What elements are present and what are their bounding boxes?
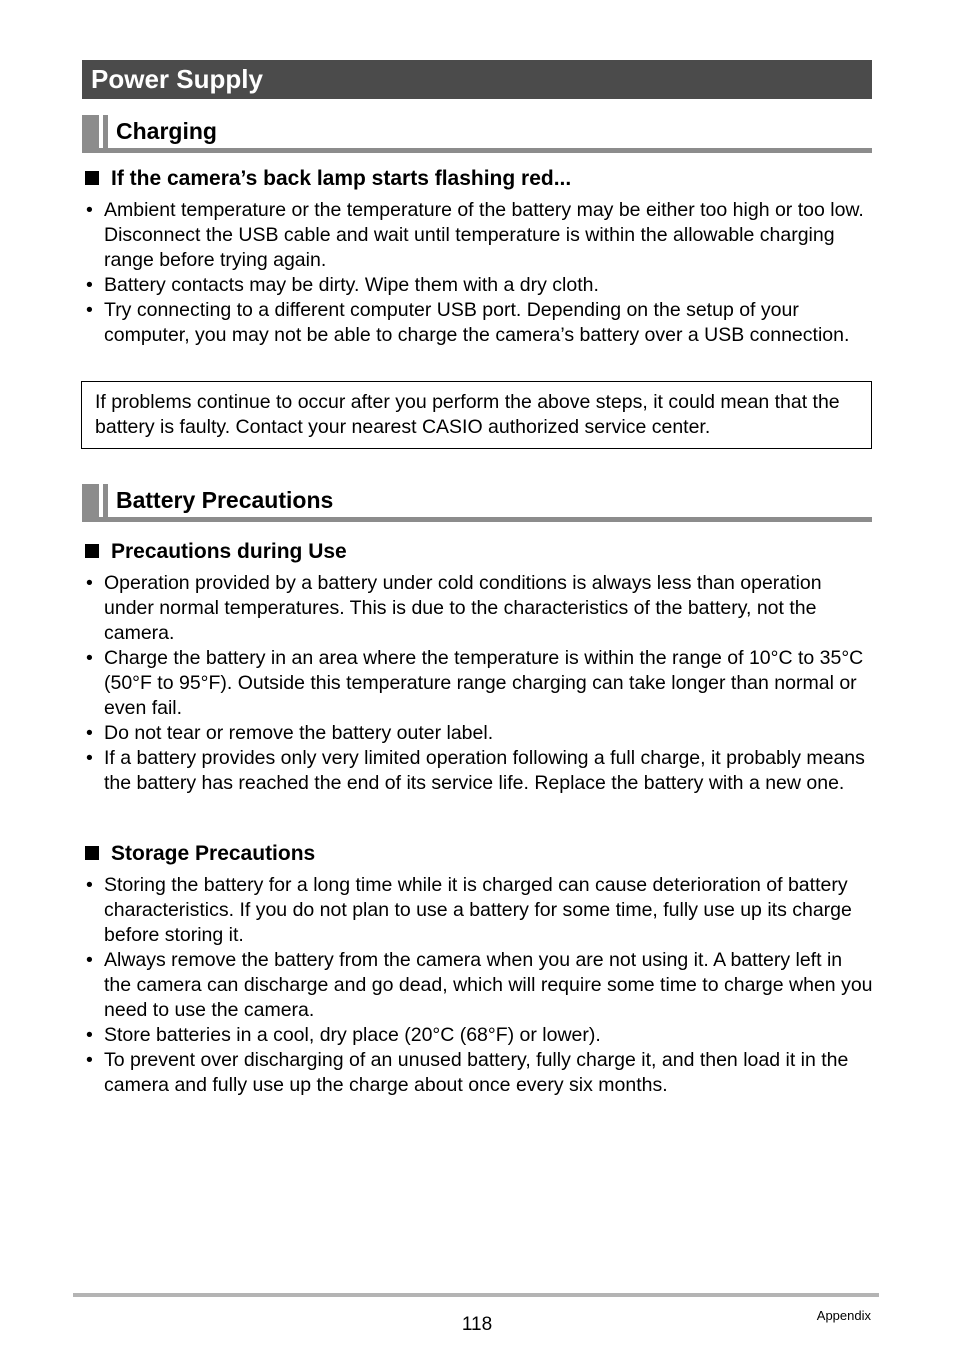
heading-rule (82, 148, 872, 153)
footer-rule (73, 1293, 879, 1297)
heading-marker (103, 115, 108, 148)
charging-heading: Charging (116, 118, 217, 144)
list-item: • Do not tear or remove the battery outer label. (84, 721, 874, 746)
list-item: • Operation provided by a battery under cold conditions is always less than operation under normal temperatures. This is due to the characteristics of the battery, not the camera. (84, 571, 874, 646)
faulty-battery-note: If problems continue to occur after you perform the above steps, it could mean that the battery is faulty. Contact your nearest CASIO authorized service center. (81, 381, 872, 449)
subheading-text: Storage Precautions (111, 842, 316, 865)
subheading-text: If the camera’s back lamp starts flashing red... (111, 167, 572, 190)
list-item: • Charge the battery in an area where the temperature is within the range of 10°C to 35°C (50°F to 95°F). Outside this temperature range charging can take longer than normal or even fail. (84, 646, 874, 721)
square-bullet-icon (85, 544, 99, 558)
subheading-text: Precautions during Use (111, 540, 347, 563)
list-item: • To prevent over discharging of an unused battery, fully charge it, and then load it in the camera and fully use up the charge about once every six months. (84, 1048, 874, 1098)
list-item: • Battery contacts may be dirty. Wipe them with a dry cloth. (84, 273, 874, 298)
list-item: • Always remove the battery from the camera when you are not using it. A battery left in the camera can discharge and go dead, which will require some time to charge when you need to use the camera. (84, 948, 874, 1023)
list-item: • Storing the battery for a long time while it is charged can cause deterioration of battery characteristics. If you do not plan to use a battery for some time, fully use up its charge before storing it. (84, 873, 874, 948)
use-precautions-list (84, 571, 874, 796)
section-title: Power Supply (91, 64, 263, 94)
charging-bullet-list (84, 198, 874, 348)
heading-marker (103, 484, 108, 517)
list-item: • If a battery provides only very limited operation following a full charge, it probably means the battery has reached the end of its service life. Replace the battery with a new one. (84, 746, 874, 796)
storage-precautions-list (84, 873, 874, 1098)
battery-precautions-heading-bar (82, 484, 872, 522)
list-item: • Store batteries in a cool, dry place (20°C (68°F) or lower). (84, 1023, 874, 1048)
lamp-flashing-subheading (85, 167, 571, 191)
square-bullet-icon (85, 171, 99, 185)
square-bullet-icon (85, 846, 99, 860)
page-number: 118 (461, 1314, 493, 1335)
heading-rule (82, 517, 872, 522)
section-title-bar (82, 60, 872, 99)
heading-marker (82, 484, 99, 517)
list-item: • Try connecting to a different computer USB port. Depending on the setup of your computer, you may not be able to charge the camera’s battery over a USB connection. (84, 298, 874, 348)
heading-marker (82, 115, 99, 148)
storage-precautions-subheading (85, 842, 315, 866)
battery-precautions-heading: Battery Precautions (116, 487, 334, 513)
footer-section-label: Appendix (816, 1308, 871, 1323)
use-precautions-subheading (85, 540, 347, 564)
list-item: • Ambient temperature or the temperature of the battery may be either too high or too low. Disconnect the USB cable and wait until temperature is within the allowable charging range before trying again. (84, 198, 874, 273)
charging-heading-bar (82, 115, 872, 153)
